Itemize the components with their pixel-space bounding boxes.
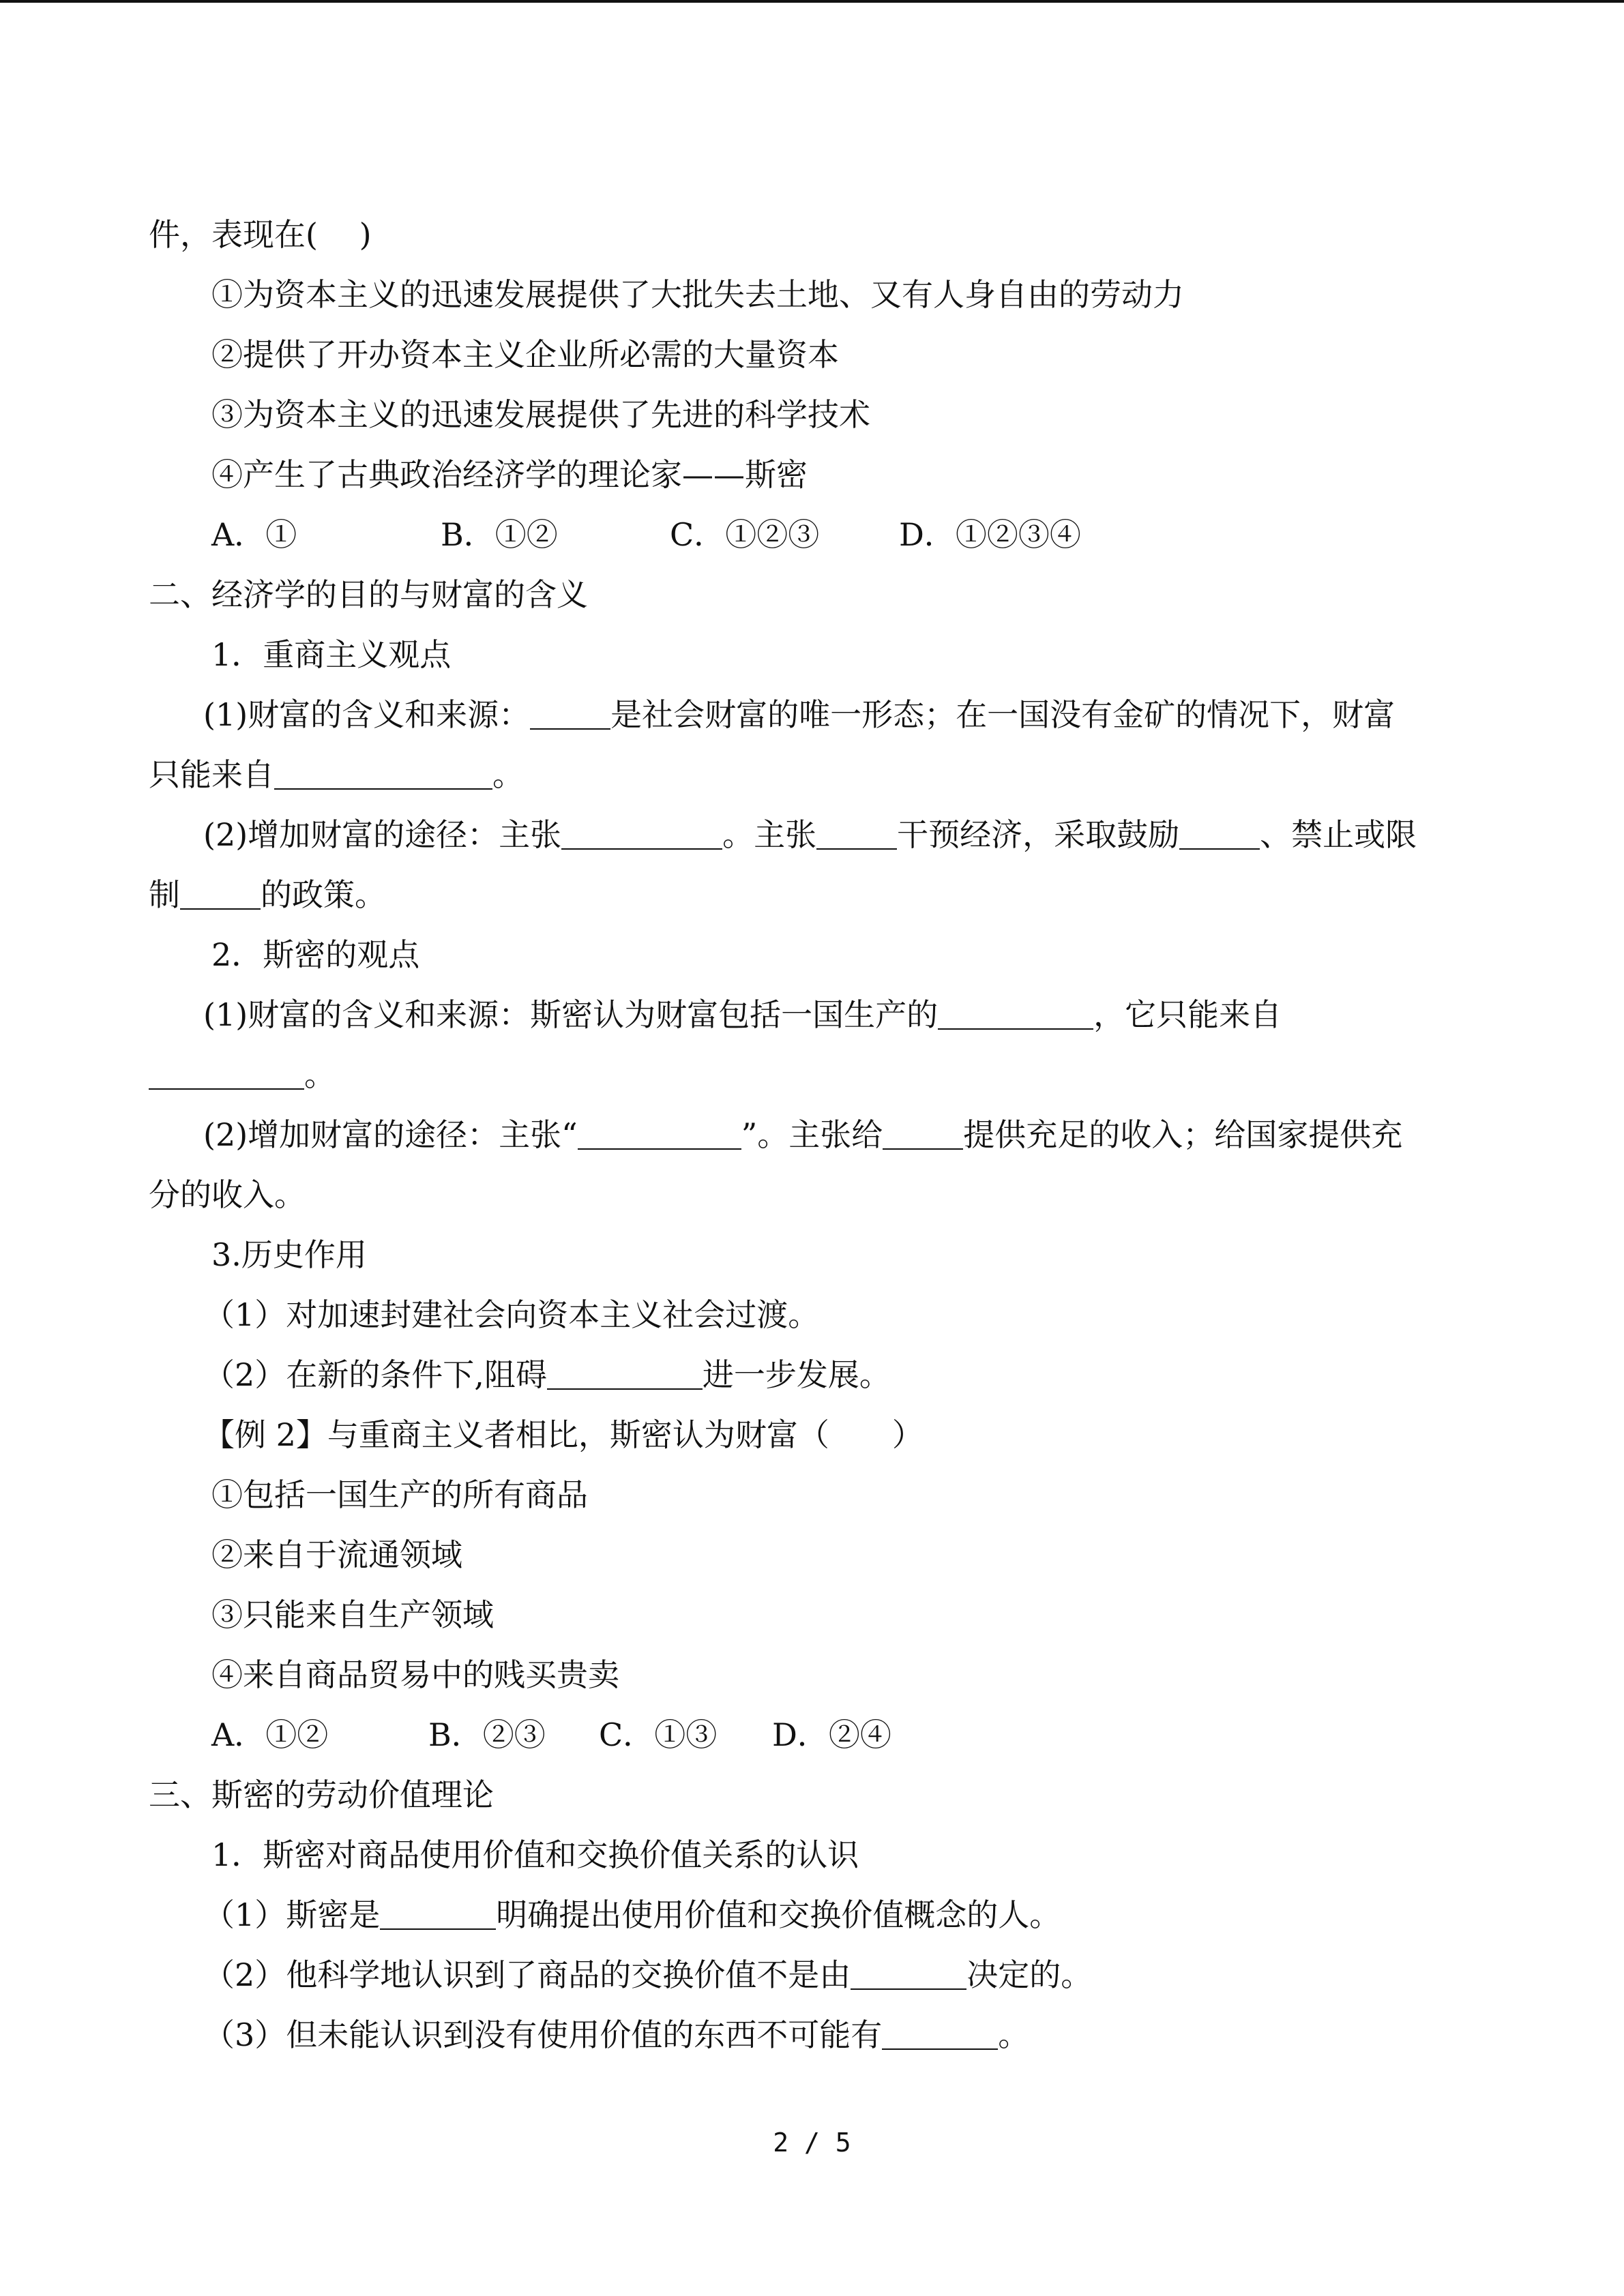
text-line: 件，表现在( ) [149, 216, 372, 253]
option-statement: ①为资本主义的迅速发展提供了大批失去土地、又有人身自由的劳动力 [211, 276, 1184, 313]
text-segment: (1)财富的含义和来源： [203, 696, 531, 733]
document-body [149, 205, 1486, 2065]
answer-choices [149, 1705, 1486, 1765]
choice-c: C．①③ [599, 1716, 718, 1753]
text-segment: 是社会财富的唯一形态；在一国没有金矿的情况下，财富 [610, 696, 1396, 733]
subsection-heading: 2．斯密的观点 [211, 936, 420, 973]
choice-c: C．①②③ [670, 516, 820, 553]
subsection-heading: 1．重商主义观点 [211, 636, 452, 673]
text-line: （1）对加速封建社会向资本主义社会过渡。 [203, 1296, 820, 1333]
text-segment: 提供充足的收入；给国家提供充 [963, 1116, 1403, 1153]
answer-blank[interactable] [530, 693, 610, 730]
text-segment: （2）在新的条件下,阻碍 [203, 1356, 547, 1393]
text-segment: ，它只能来自 [1093, 996, 1282, 1033]
text-segment: (1)财富的含义和来源：斯密认为财富包括一国生产的 [203, 996, 939, 1033]
section-heading: 三、斯密的劳动价值理论 [149, 1776, 494, 1813]
text-line: 分的收入。 [149, 1176, 306, 1213]
option-statement: ②提供了开办资本主义企业所必需的大量资本 [211, 336, 839, 373]
text-segment: （3）但未能认识到没有使用价值的东西不可能有 [203, 2016, 883, 2053]
option-statement: ④来自商品贸易中的贱买贵卖 [211, 1656, 619, 1693]
answer-blank[interactable] [180, 873, 261, 910]
answer-blank[interactable] [547, 1353, 703, 1390]
fill-in-line [149, 805, 1486, 865]
answer-blank[interactable] [578, 1113, 741, 1150]
text-segment: (2)增加财富的途径：主张“ [203, 1116, 578, 1153]
choice-b: B．②③ [428, 1716, 546, 1753]
top-border [0, 0, 1624, 3]
fill-in-line [149, 865, 1486, 925]
text-segment: 。 [998, 2016, 1030, 2053]
fill-in-line [149, 1045, 1486, 1105]
choice-d: D．②④ [772, 1716, 891, 1753]
choice-a: A．① [211, 516, 297, 553]
fill-in-line [149, 745, 1486, 805]
text-segment: ”。主张给 [741, 1116, 883, 1153]
page-number: 2 / 5 [773, 2128, 851, 2158]
answer-blank[interactable] [561, 813, 722, 850]
answer-blank[interactable] [274, 753, 492, 790]
fill-in-line [149, 685, 1486, 745]
fill-in-line [149, 2005, 1486, 2065]
text-segment: 明确提出使用价值和交换价值概念的人。 [496, 1896, 1061, 1933]
choice-d: D．①②③④ [899, 516, 1081, 553]
example-question: 【例 2】与重商主义者相比，斯密认为财富（ ） [203, 1416, 924, 1453]
fill-in-line [149, 1105, 1486, 1165]
text-segment: 只能来自 [149, 756, 274, 793]
fill-in-line [149, 985, 1486, 1045]
subsection-heading: 1．斯密对商品使用价值和交换价值关系的认识 [211, 1836, 859, 1873]
subsection-heading: 3.历史作用 [211, 1236, 367, 1273]
text-segment: 、禁止或限 [1260, 816, 1417, 853]
option-statement: ③只能来自生产领域 [211, 1596, 494, 1633]
option-statement: ②来自于流通领域 [211, 1536, 462, 1573]
text-segment: （1）斯密是 [203, 1896, 381, 1933]
answer-blank[interactable] [851, 1953, 966, 1990]
option-statement: ③为资本主义的迅速发展提供了先进的科学技术 [211, 396, 870, 433]
answer-blank[interactable] [816, 813, 897, 850]
section-heading: 二、经济学的目的与财富的含义 [149, 576, 588, 613]
fill-in-line [149, 1345, 1486, 1405]
text-segment: 干预经济，采取鼓励 [897, 816, 1180, 853]
text-segment: 。 [492, 756, 524, 793]
answer-blank[interactable] [1179, 813, 1260, 850]
answer-blank[interactable] [883, 1113, 963, 1150]
text-segment: 。主张 [722, 816, 817, 853]
text-segment: 的政策。 [261, 876, 386, 913]
choice-b: B．①② [441, 516, 558, 553]
option-statement: ④产生了古典政治经济学的理论家——斯密 [211, 456, 808, 493]
choice-a: A．①② [211, 1716, 329, 1753]
answer-blank[interactable] [882, 2013, 998, 2050]
text-segment: 制 [149, 876, 180, 913]
text-segment: （2）他科学地认识到了商品的交换价值不是由 [203, 1956, 851, 1993]
option-statement: ①包括一国生产的所有商品 [211, 1476, 588, 1513]
text-segment: 决定的。 [966, 1956, 1093, 1993]
fill-in-line [149, 1885, 1486, 1945]
answer-blank[interactable] [149, 1053, 304, 1090]
answer-choices [149, 505, 1486, 565]
text-segment: 进一步发展。 [702, 1356, 891, 1393]
text-segment: (2)增加财富的途径：主张 [203, 816, 562, 853]
fill-in-line [149, 1945, 1486, 2005]
text-segment: 。 [304, 1056, 336, 1093]
answer-blank[interactable] [938, 993, 1093, 1030]
answer-blank[interactable] [380, 1893, 496, 1930]
